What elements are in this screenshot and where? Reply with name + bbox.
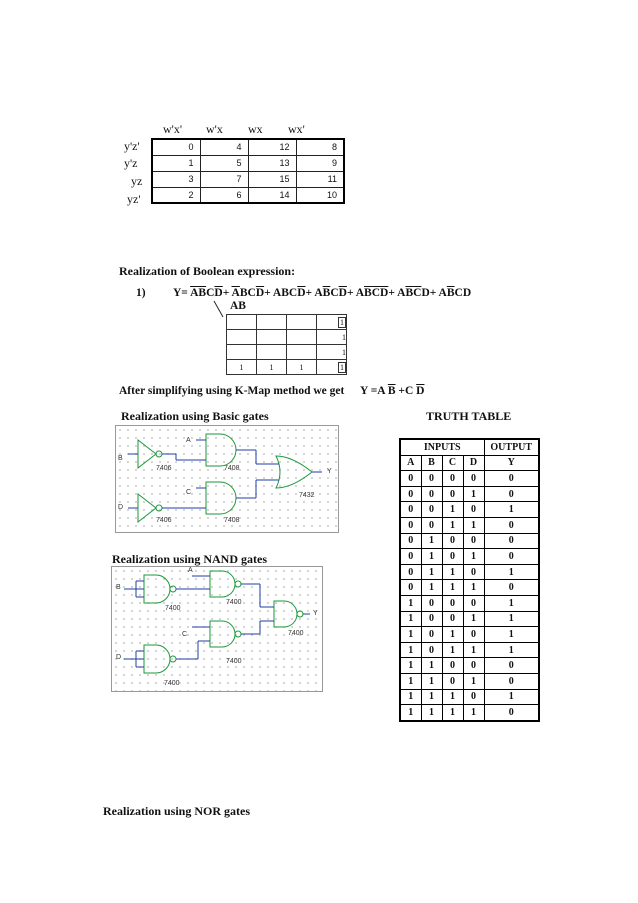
table-row xyxy=(400,689,539,705)
chip-label: 7406 xyxy=(156,465,172,472)
literal: C xyxy=(206,287,215,299)
minterm xyxy=(273,287,306,299)
label-y: Y xyxy=(327,468,332,475)
input-cell: 0 xyxy=(463,627,484,643)
simplified-result xyxy=(360,385,424,397)
cell: 5 xyxy=(200,155,248,171)
cell: 0 xyxy=(152,139,200,155)
cell xyxy=(227,360,257,375)
nand-gates-title: Realization using NAND gates xyxy=(112,552,267,566)
label-a: A xyxy=(186,437,191,444)
cell xyxy=(227,315,257,330)
label-y: Y xyxy=(313,610,318,617)
plus-sign: + xyxy=(222,287,232,299)
minterm-list xyxy=(190,287,471,299)
kmap-one: 1 xyxy=(342,347,346,357)
output-cell: 0 xyxy=(484,658,539,674)
cell: 7 xyxy=(200,171,248,187)
table-row xyxy=(400,502,539,518)
literal: C xyxy=(247,287,256,299)
table-row xyxy=(152,171,344,187)
cell: 12 xyxy=(248,139,296,155)
input-cell: 0 xyxy=(442,658,463,674)
literal: $\overline{B}$ xyxy=(405,287,414,299)
input-cell: 1 xyxy=(442,642,463,658)
input-cell: 1 xyxy=(421,673,442,689)
input-cell: 1 xyxy=(442,502,463,518)
kmap-one: 1 xyxy=(342,332,346,342)
cell: 11 xyxy=(296,171,344,187)
cell: 2 xyxy=(152,187,200,203)
nand-gate xyxy=(144,645,170,673)
literal: A xyxy=(314,287,323,299)
literal: A xyxy=(438,287,447,299)
table-row xyxy=(400,658,539,674)
literal: C xyxy=(288,287,298,299)
cell: 4 xyxy=(200,139,248,155)
cell xyxy=(227,345,257,360)
input-cell: 0 xyxy=(442,486,463,502)
label-a: A xyxy=(188,567,193,574)
cell xyxy=(317,315,347,330)
result-mid: +C xyxy=(395,385,414,397)
column-header: Y xyxy=(484,455,539,471)
or-gate xyxy=(276,456,312,488)
table-row xyxy=(400,533,539,549)
input-cell: 0 xyxy=(442,595,463,611)
minterm xyxy=(439,287,472,299)
minterm xyxy=(314,287,347,299)
cell xyxy=(317,360,347,375)
truth-table xyxy=(399,438,540,722)
cell: 1 xyxy=(152,155,200,171)
chip-label: 7400 xyxy=(288,630,304,637)
input-cell: 1 xyxy=(400,595,421,611)
table-row xyxy=(152,187,344,203)
input-cell: 1 xyxy=(400,627,421,643)
input-cell: 0 xyxy=(400,486,421,502)
input-cell: 0 xyxy=(463,533,484,549)
kmap-grid xyxy=(226,314,347,375)
input-cell: 0 xyxy=(463,502,484,518)
table-header-row xyxy=(400,455,539,471)
chip-label: 7432 xyxy=(299,492,315,499)
cell: 8 xyxy=(296,139,344,155)
input-cell: 0 xyxy=(400,564,421,580)
output-cell: 1 xyxy=(484,642,539,658)
input-cell: 1 xyxy=(421,564,442,580)
row-header: yz xyxy=(131,174,143,188)
label-d: D xyxy=(118,504,124,511)
input-cell: 1 xyxy=(463,486,484,502)
cell: 15 xyxy=(248,171,296,187)
column-header: B xyxy=(421,455,442,471)
input-cell: 1 xyxy=(463,549,484,565)
input-cell: 0 xyxy=(463,689,484,705)
col-header: w'x xyxy=(206,122,223,136)
cell: 6 xyxy=(200,187,248,203)
literal: $\overline{A}$ xyxy=(190,287,199,299)
chip-label: 7406 xyxy=(156,517,172,524)
kmap-one: 1 xyxy=(299,362,304,372)
plus-sign: + xyxy=(264,287,273,299)
input-cell: 0 xyxy=(400,533,421,549)
label-c: C xyxy=(186,489,192,496)
index-map-table xyxy=(151,138,345,204)
inverter-bubble xyxy=(156,505,162,511)
input-cell: 1 xyxy=(463,580,484,596)
cell xyxy=(257,345,287,360)
boolean-expression xyxy=(173,287,471,299)
chip-label: 7400 xyxy=(226,658,242,665)
table-row xyxy=(400,595,539,611)
and-gate xyxy=(206,434,236,466)
input-cell: 0 xyxy=(421,627,442,643)
literal: $\overline{D}$ xyxy=(297,287,306,299)
literal: $\overline{B}$ xyxy=(446,287,455,299)
input-cell: 1 xyxy=(421,533,442,549)
ab-label: AB xyxy=(230,300,246,312)
literal: $\overline{B}$ xyxy=(322,287,331,299)
cell: 14 xyxy=(248,187,296,203)
chip-label: 7408 xyxy=(224,517,240,524)
input-cell: 1 xyxy=(421,580,442,596)
literal: A xyxy=(272,287,282,299)
nand-gate xyxy=(210,571,235,597)
literal: $\overline{D}$ xyxy=(380,287,389,299)
plus-sign: + xyxy=(388,287,398,299)
input-cell: 0 xyxy=(421,471,442,487)
output-cell: 0 xyxy=(484,486,539,502)
output-cell: 1 xyxy=(484,502,539,518)
input-cell: 1 xyxy=(463,517,484,533)
cell: 9 xyxy=(296,155,344,171)
input-cell: 1 xyxy=(400,705,421,721)
table-row xyxy=(227,345,347,360)
table-row xyxy=(152,155,344,171)
cell xyxy=(227,330,257,345)
chip-label: 7400 xyxy=(165,605,181,612)
truth-table-body xyxy=(400,471,539,721)
table-row xyxy=(227,360,347,375)
cell xyxy=(317,345,347,360)
result-prefix: Y =A xyxy=(360,385,385,397)
literal: D xyxy=(421,287,430,299)
literal: B xyxy=(239,287,248,299)
row-header: y'z xyxy=(124,156,138,170)
column-header: C xyxy=(442,455,463,471)
input-cell: 1 xyxy=(442,627,463,643)
output-cell: 0 xyxy=(484,533,539,549)
input-cell: 0 xyxy=(421,642,442,658)
nand-gate xyxy=(210,621,235,647)
plus-sign: + xyxy=(346,287,356,299)
literal: $\overline{D}$ xyxy=(214,287,223,299)
result-b: $\overline{B}$ xyxy=(387,385,396,397)
input-cell: 1 xyxy=(421,689,442,705)
input-cell: 0 xyxy=(442,549,463,565)
output-cell: 1 xyxy=(484,689,539,705)
literal: $\overline{D}$ xyxy=(255,287,265,299)
nand-bubble xyxy=(297,611,303,617)
input-cell: 1 xyxy=(400,673,421,689)
input-cell: 0 xyxy=(421,517,442,533)
kmap-one: 1 xyxy=(340,362,344,372)
not-gate xyxy=(138,440,156,468)
input-cell: 1 xyxy=(463,642,484,658)
literal: $\overline{D}$ xyxy=(338,287,347,299)
literal: $\overline{C}$ xyxy=(413,287,422,299)
input-cell: 0 xyxy=(463,595,484,611)
cell: 3 xyxy=(152,171,200,187)
cell xyxy=(257,360,287,375)
input-cell: 1 xyxy=(442,564,463,580)
cell: 13 xyxy=(248,155,296,171)
table-row xyxy=(400,549,539,565)
cell xyxy=(287,315,317,330)
col-header: wx' xyxy=(288,122,305,136)
table-row xyxy=(400,705,539,721)
input-cell: 0 xyxy=(463,564,484,580)
table-row xyxy=(400,486,539,502)
table-group-header xyxy=(400,439,539,455)
input-cell: 0 xyxy=(421,611,442,627)
cell xyxy=(317,330,347,345)
input-cell: 0 xyxy=(400,549,421,565)
input-cell: 0 xyxy=(463,658,484,674)
literal: B xyxy=(281,287,289,299)
simplify-text: After simplifying using K-Map method we get xyxy=(119,385,345,397)
column-header: D xyxy=(463,455,484,471)
literal: A xyxy=(355,287,365,299)
input-cell: 0 xyxy=(400,471,421,487)
table-row xyxy=(400,471,539,487)
input-cell: 1 xyxy=(400,689,421,705)
label-b: B xyxy=(116,584,121,591)
label-c: C xyxy=(182,631,188,638)
not-gate xyxy=(138,494,156,522)
row-header: yz' xyxy=(127,192,141,206)
output-cell: 1 xyxy=(484,564,539,580)
col-header: w'x' xyxy=(163,122,182,136)
table-row xyxy=(400,564,539,580)
literal: $\overline{B}$ xyxy=(364,287,372,299)
output-cell: 0 xyxy=(484,549,539,565)
input-cell: 0 xyxy=(400,502,421,518)
input-cell: 1 xyxy=(442,689,463,705)
minterm xyxy=(232,287,265,299)
input-cell: 0 xyxy=(400,580,421,596)
output-cell: 0 xyxy=(484,580,539,596)
input-cell: 1 xyxy=(442,705,463,721)
input-cell: 1 xyxy=(463,673,484,689)
label-b: B xyxy=(118,455,123,462)
nand-bubble xyxy=(170,656,176,662)
cell xyxy=(287,345,317,360)
table-row xyxy=(227,315,347,330)
input-cell: 0 xyxy=(421,486,442,502)
input-cell: 0 xyxy=(400,517,421,533)
input-cell: 1 xyxy=(400,658,421,674)
output-cell: 0 xyxy=(484,705,539,721)
plus-sign: + xyxy=(305,287,315,299)
input-cell: 1 xyxy=(463,611,484,627)
chip-label: 7400 xyxy=(164,680,180,687)
result-d: $\overline{D}$ xyxy=(416,385,425,397)
basic-gates-diagram xyxy=(115,425,339,533)
nand-bubble xyxy=(235,631,241,637)
input-cell: 0 xyxy=(442,611,463,627)
kmap-one: 1 xyxy=(340,317,344,327)
input-cell: 0 xyxy=(442,673,463,689)
literal: D xyxy=(462,287,472,299)
literal: $\overline{A}$ xyxy=(231,287,240,299)
input-cell: 1 xyxy=(442,580,463,596)
table-row xyxy=(400,627,539,643)
nand-bubble xyxy=(170,586,176,592)
basic-gates-title: Realization using Basic gates xyxy=(121,409,269,423)
literal: A xyxy=(397,287,406,299)
input-cell: 1 xyxy=(463,705,484,721)
input-cell: 1 xyxy=(442,517,463,533)
nand-gates-circuit xyxy=(112,567,322,691)
output-cell: 0 xyxy=(484,517,539,533)
plus-sign: + xyxy=(429,287,439,299)
nor-gates-title: Realization using NOR gates xyxy=(103,804,250,818)
cell: 10 xyxy=(296,187,344,203)
boolean-heading: Realization of Boolean expression: xyxy=(119,264,296,278)
output-header: OUTPUT xyxy=(484,439,539,455)
row-header: y'z' xyxy=(124,139,140,153)
input-cell: 0 xyxy=(421,502,442,518)
input-cell: 0 xyxy=(442,533,463,549)
y-prefix: Y= xyxy=(173,287,188,299)
input-cell: 1 xyxy=(400,611,421,627)
input-cell: 1 xyxy=(421,658,442,674)
truth-table-title: TRUTH TABLE xyxy=(426,409,512,423)
output-cell: 0 xyxy=(484,471,539,487)
table-row xyxy=(400,673,539,689)
kmap-one: 1 xyxy=(269,362,274,372)
table-row xyxy=(400,580,539,596)
kmap-one: 1 xyxy=(239,362,244,372)
nand-gate xyxy=(274,601,297,627)
table-row xyxy=(400,517,539,533)
cell xyxy=(257,330,287,345)
input-cell: 0 xyxy=(442,471,463,487)
cell xyxy=(287,330,317,345)
input-cell: 0 xyxy=(463,471,484,487)
literal: C xyxy=(454,287,463,299)
table-row xyxy=(400,611,539,627)
minterm xyxy=(397,287,430,299)
nand-bubble xyxy=(235,581,241,587)
input-cell: 1 xyxy=(421,705,442,721)
table-row xyxy=(400,642,539,658)
inverter-bubble xyxy=(156,451,162,457)
nand-gate xyxy=(144,575,170,603)
label-d: D xyxy=(116,654,122,661)
column-header: A xyxy=(400,455,421,471)
output-cell: 1 xyxy=(484,627,539,643)
inputs-header: INPUTS xyxy=(400,439,484,455)
input-cell: 0 xyxy=(421,595,442,611)
table-row xyxy=(227,330,347,345)
minterm xyxy=(356,287,389,299)
literal: $\overline{C}$ xyxy=(371,287,381,299)
nand-gates-diagram xyxy=(111,566,323,692)
input-cell: 1 xyxy=(400,642,421,658)
output-cell: 1 xyxy=(484,611,539,627)
output-cell: 1 xyxy=(484,595,539,611)
output-cell: 0 xyxy=(484,673,539,689)
input-cell: 1 xyxy=(421,549,442,565)
cell xyxy=(287,360,317,375)
literal: C xyxy=(330,287,339,299)
minterm xyxy=(190,287,223,299)
chip-label: 7400 xyxy=(226,599,242,606)
item-number: 1) xyxy=(136,287,146,299)
col-header: wx xyxy=(248,122,263,136)
and-gate xyxy=(206,482,236,514)
chip-label: 7408 xyxy=(224,465,240,472)
literal: $\overline{B}$ xyxy=(198,287,207,299)
cell xyxy=(257,315,287,330)
table-row xyxy=(152,139,344,155)
